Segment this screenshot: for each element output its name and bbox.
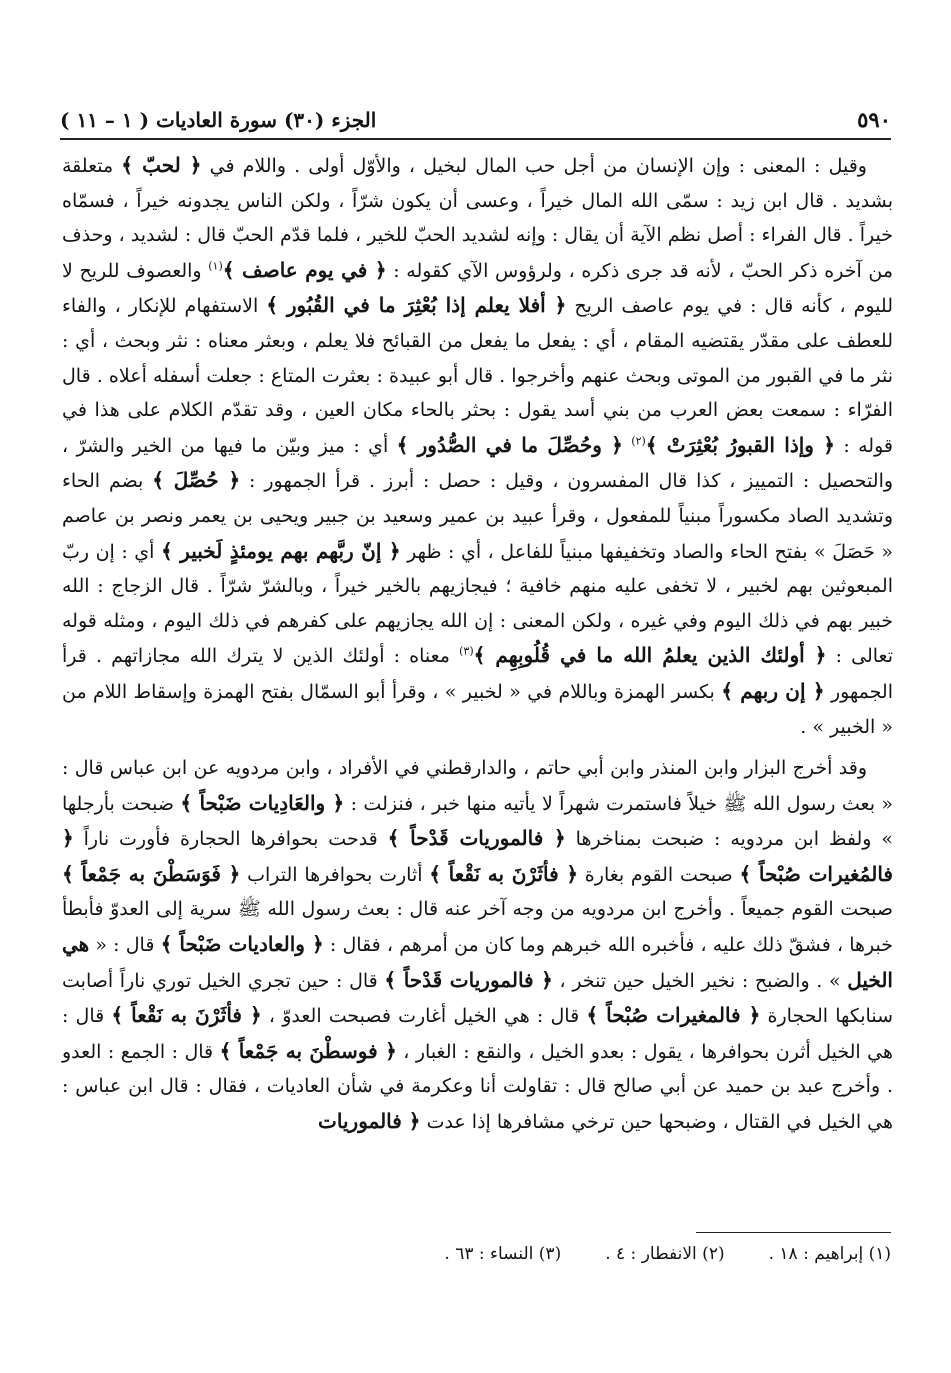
text-run: متعلقة بشديد . قال ابن زيد : سمّى الله المال خيراً ، وعسى أن يكون شرّاً ، ولكن الناس يجدونه خيراً ، فسمّاه خيراً . قال الفراء : أصل نظم الآية أن يقال : وإنه لشديد الحبّ للخير ، فلما قدّم الحبّ قال : لشديد ، وحذف من آخره ذكر الحبّ ، لأنه قد جرى ذكره ، ولرؤوس الآي كقوله :: [62, 155, 894, 282]
footnote-divider: [696, 1232, 891, 1233]
quran-quote: ﴿ والعاديات ضَبْحاً ﴾: [160, 932, 324, 957]
text-run: قال : هي الخيل أغارت فصبحت العدوّ ،: [261, 1005, 587, 1028]
quran-quote: ﴿ فالموريات قَدْحاً ﴾: [387, 826, 566, 851]
text-run: قال : حين تجري الخيل توري ناراً أصابت سنابكها الحجارة: [62, 969, 893, 1028]
quran-quote: ﴿ فالمُغيرات صُبْحاً ﴾: [62, 826, 893, 886]
quran-quote: ﴿ فالمغيرات صُبْحاً ﴾: [586, 1003, 761, 1028]
quran-quote: ﴿ فالموريات قَدْحاً ﴾: [384, 967, 553, 992]
text-run: بكسر الهمزة وباللام في « لخبير » ، وقرأ أبو السمّال بفتح الهمزة وإسقاط اللام من « الخبير » .: [62, 680, 893, 738]
footnote: (٢) الانفطار : ٤ .: [605, 1244, 725, 1264]
quran-quote: ﴿ في يوم عاصف ﴾: [222, 257, 387, 282]
page-number: ٥٩٠: [857, 107, 891, 132]
footnote-ref: (٣): [459, 644, 474, 658]
quran-quote: ﴿ لحبّ ﴾: [121, 153, 202, 177]
footnotes: [60, 1240, 891, 1268]
text-run: قال : هي الخيل أثرن بحوافرها ، يقول : بعدو الخيل ، والنقع : الغبار ،: [62, 1005, 893, 1063]
running-head: الجزء (٣٠) سورة العاديات ( ١ – ١١ ): [60, 108, 377, 132]
quran-quote: ﴿ وحُصِّلَ ما في الصُّدُور ﴾: [396, 432, 623, 457]
main-text: [62, 148, 893, 1140]
footnote-ref: (٢): [631, 434, 646, 448]
text-run: قدحت بحوافرها الحجارة فأورت ناراً: [73, 828, 388, 851]
quran-quote: ﴿ فوسطْنَ به جَمْعاً ﴾: [219, 1038, 397, 1063]
text-run: ضبحت بأرجلها » ولفظ ابن مردويه : ضبحت بمناخرها: [62, 792, 893, 851]
text-run: وقد أخرج البزار وابن المنذر وابن أبي حاتم ، والدارقطني في الأفراد ، وابن مردويه عن ابن عباس قال : « بعث رسول الله ﷺ خيلاً فاستمرت شهراً لا يأتيه منها خبر ، فنزلت :: [62, 757, 893, 815]
quran-quote: ﴿ فأثَرْنَ به نَقْعاً ﴾: [429, 861, 579, 886]
text-run: أي : إن ربّ المبعوثين بهم لخبير ، لا تخفى عليه منهم خافية ؛ فيجازيهم بالخير خيراً ، وبالشرّ شرّاً . قال الزجاج : الله خبير بهم في ذلك اليوم وفي غيره ، ولكن المعنى : إن الله يجازيهم على كفرهم في ذلك اليوم ، ومثله قوله تعالى :: [62, 540, 893, 668]
text-run: أي : ميز وبيّن ما فيها من الخير والشرّ ، والتحصيل : التمييز ، كذا قال المفسرون ، وقيل : حصل : أبرز . قرأ الجمهور :: [62, 434, 894, 493]
text-run: الاستفهام للإنكار ، والفاء للعطف على مقدّر يقتضيه المقام ، أي : يفعل ما يفعل من القبائح فلا يعلم ، وبعثر معناه : نثر وبحث ، أي : نثر ما في القبور من الموتى وبحث عنهم وأخرجوا . قال أبو عبيدة : بعثرت المتاع : جعلت أسفله أعلاه . قال الفرّاء : سمعت بعض العرب من بني أسد يقول : بحثر بالحاء مكان العين ، وقد تقدّم الكلام على هذا في قوله :: [62, 295, 893, 457]
quran-quote: ﴿ حُصِّلَ ﴾: [152, 468, 241, 493]
quran-quote: ﴿ فَوَسَطْنَ به جَمْعاً ﴾: [62, 861, 241, 886]
text-run: » . والضبح : نخير الخيل حين تنخر ،: [552, 969, 848, 992]
paragraph: [62, 148, 893, 744]
text-run: [623, 435, 631, 457]
paragraph: [62, 751, 893, 1140]
footnote: (١) إبراهيم : ١٨ .: [768, 1244, 891, 1264]
footnote: (٣) النساء : ٦٣ .: [444, 1244, 562, 1264]
footnote-ref: (١): [208, 259, 223, 273]
text-run: بضم الحاء وتشديد الصاد مكسوراً مبنياً للمفعول ، وقرأ عبيد بن عمير وسعيد بن جبير ويحيى بن يعمر ونصر بن عاصم « حَصَلَ » بفتح الحاء والصاد وتخفيفها مبنياً للفاعل ، أي : ظهر: [62, 470, 893, 563]
quran-quote: هي الخيل: [62, 932, 893, 992]
quran-quote: ﴿ أولئك الذين يعلمُ الله ما في قُلُوبِهِم ﴾: [473, 643, 827, 668]
quran-quote: ﴿ فأثَرْنَ به نَقْعاً ﴾: [111, 1003, 262, 1028]
page-header: [60, 96, 891, 140]
quran-quote: ﴿ وإذا القبورُ بُعْثِرَتْ ﴾: [645, 432, 835, 457]
quran-quote: ﴿ إن ربهم ﴾: [721, 678, 825, 703]
text-run: صبحت القوم بغارة: [578, 863, 740, 886]
text-run: معناه : أولئك الذين لا يترك الله مجازاتهم . قرأ الجمهور: [62, 645, 894, 703]
quran-quote: ﴿ والعَادِيات ضَبْحاً ﴾: [180, 790, 345, 815]
text-run: والعصوف للريح لا لليوم ، كأنه قال : في يوم عاصف الريح: [62, 259, 893, 318]
text-run: أثارت بحوافرها التراب: [240, 863, 430, 886]
quran-quote: ﴿ إنّ ربَّهم بهم يومئذٍ لَخبير ﴾: [161, 538, 401, 563]
quran-quote: ﴿ فالموريات: [318, 1109, 421, 1134]
text-run: صبحت القوم جميعاً . وأخرج ابن مردويه من وجه آخر عنه قال : بعث رسول الله ﷺ سرية إلى العدوّ فأبطأ خبرها ، فشقّ ذلك عليه ، فأخبره الله خبرهم وما كان من أمرهم ، فقال :: [62, 898, 894, 957]
text-run: قال : «: [89, 934, 161, 957]
quran-quote: ﴿ أفلا يعلم إذا بُعْثِرَ ما في القُبُور ﴾: [266, 293, 567, 318]
text-run: وقيل : المعنى : وإن الإنسان من أجل حب المال لبخيل ، والأوّل أولى . واللام في: [201, 155, 867, 177]
text-run: قال : الجمع : العدو . وأخرج عبد بن حميد عن أبي صالح قال : تقاولت أنا وعكرمة في شأن العاديات ، فقال : قال ابن عباس : هي الخيل في القتال ، وضبحها حين ترخي مشافرها إذا عدت: [62, 1040, 893, 1134]
